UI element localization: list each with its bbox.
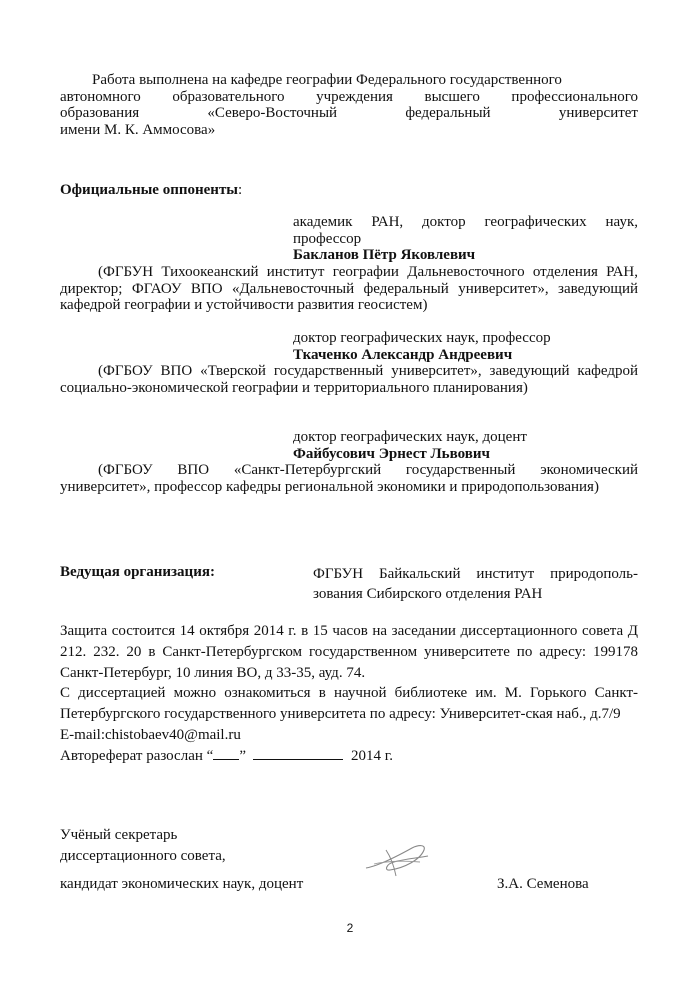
opponents-heading-colon: : (238, 182, 243, 198)
opponent-affiliation: (ФГБУН Тихоокеанский институт географии Дальневосточного отделения РАН, директор; ФГАОУ ВПО «Дальневосточный федеральный университет», заведующий кафедрой географии и устойчивости развития геосистем) (60, 264, 638, 313)
abstract-sent-year: 2014 г. (350, 747, 393, 764)
day-blank (213, 747, 239, 760)
opponent-title-line: академик РАН, доктор географических наук, (293, 214, 638, 230)
opponent-affiliation: (ФГБОУ ВПО «Санкт-Петербургский государственный экономический университет», профессор кафедры региональной экономики и природопользования) (60, 462, 638, 495)
intro-paragraph (60, 72, 638, 138)
opponent-name: Ткаченко Александр Андреевич (293, 346, 513, 363)
email-line: E-mail:chistobaev40@mail.ru (60, 726, 241, 743)
opponents-heading (60, 182, 638, 199)
opponents-heading-text: Официальные оппоненты (60, 182, 239, 198)
lead-organization-label: Ведущая организация: (60, 564, 215, 580)
secretary-label-line: Учёный секретарь (60, 827, 178, 843)
abstract-sent-label: Автореферат разослан (60, 747, 203, 764)
defense-paragraph: Защита состоится 14 октября 2014 г. в 15 часов на заседании диссертационного совета Д 212. 232. 20 в Санкт-Петербургском государственном университете по адресу: 199178 Санкт-Петербург, 10 линия ВО, д 33-35, ауд. 74. (60, 623, 638, 681)
opponent-title-line: доктор географических наук, доцент (293, 429, 527, 445)
secretary-label (60, 825, 226, 867)
secretary-label-line: диссертационного совета, (60, 848, 226, 864)
secretary-degree: кандидат экономических наук, доцент (60, 876, 304, 892)
library-paragraph: С диссертацией можно ознакомиться в научной библиотеке им. М. Горького Санкт-Петербургского государственного университета по адресу: Университет-ская наб., д.7/9 (60, 685, 638, 723)
opponent-title (293, 330, 638, 363)
intro-line: Работа выполнена на кафедре географии Федерального государственного (92, 72, 562, 88)
lead-organization-line: зования Сибирского отделения РАН (313, 586, 543, 602)
opponent-title (293, 214, 638, 264)
opponent-name: Файбусович Эрнест Львович (293, 445, 490, 462)
defense-info (60, 621, 638, 767)
opponent-affiliation: (ФГБОУ ВПО «Тверской государственный университет», заведующий кафедрой социально-экономической географии и территориального планирования) (60, 363, 638, 396)
abstract-sent-line (60, 746, 638, 767)
opponent-title-line: доктор географических наук, профессор (293, 330, 551, 346)
handwritten-signature (360, 836, 432, 882)
intro-line: автономного образовательного учреждения высшего профессионального (60, 88, 638, 105)
lead-organization-text (313, 564, 638, 604)
close-quote: ” (239, 747, 246, 764)
opponent-name: Бакланов Пётр Яковлевич (293, 247, 476, 263)
opponent-title-line: профессор (293, 230, 362, 247)
page-number: 2 (346, 921, 354, 935)
intro-line: образования «Северо-Восточный федеральный университет (60, 105, 638, 121)
secretary-name: З.А. Семенова (497, 876, 589, 892)
open-quote: “ (206, 747, 214, 764)
lead-organization-line: ФГБУН Байкальский институт природополь- (313, 566, 638, 582)
intro-line: имени М. К. Аммосова» (60, 121, 216, 138)
month-blank (253, 747, 343, 760)
opponent-title (293, 429, 638, 462)
